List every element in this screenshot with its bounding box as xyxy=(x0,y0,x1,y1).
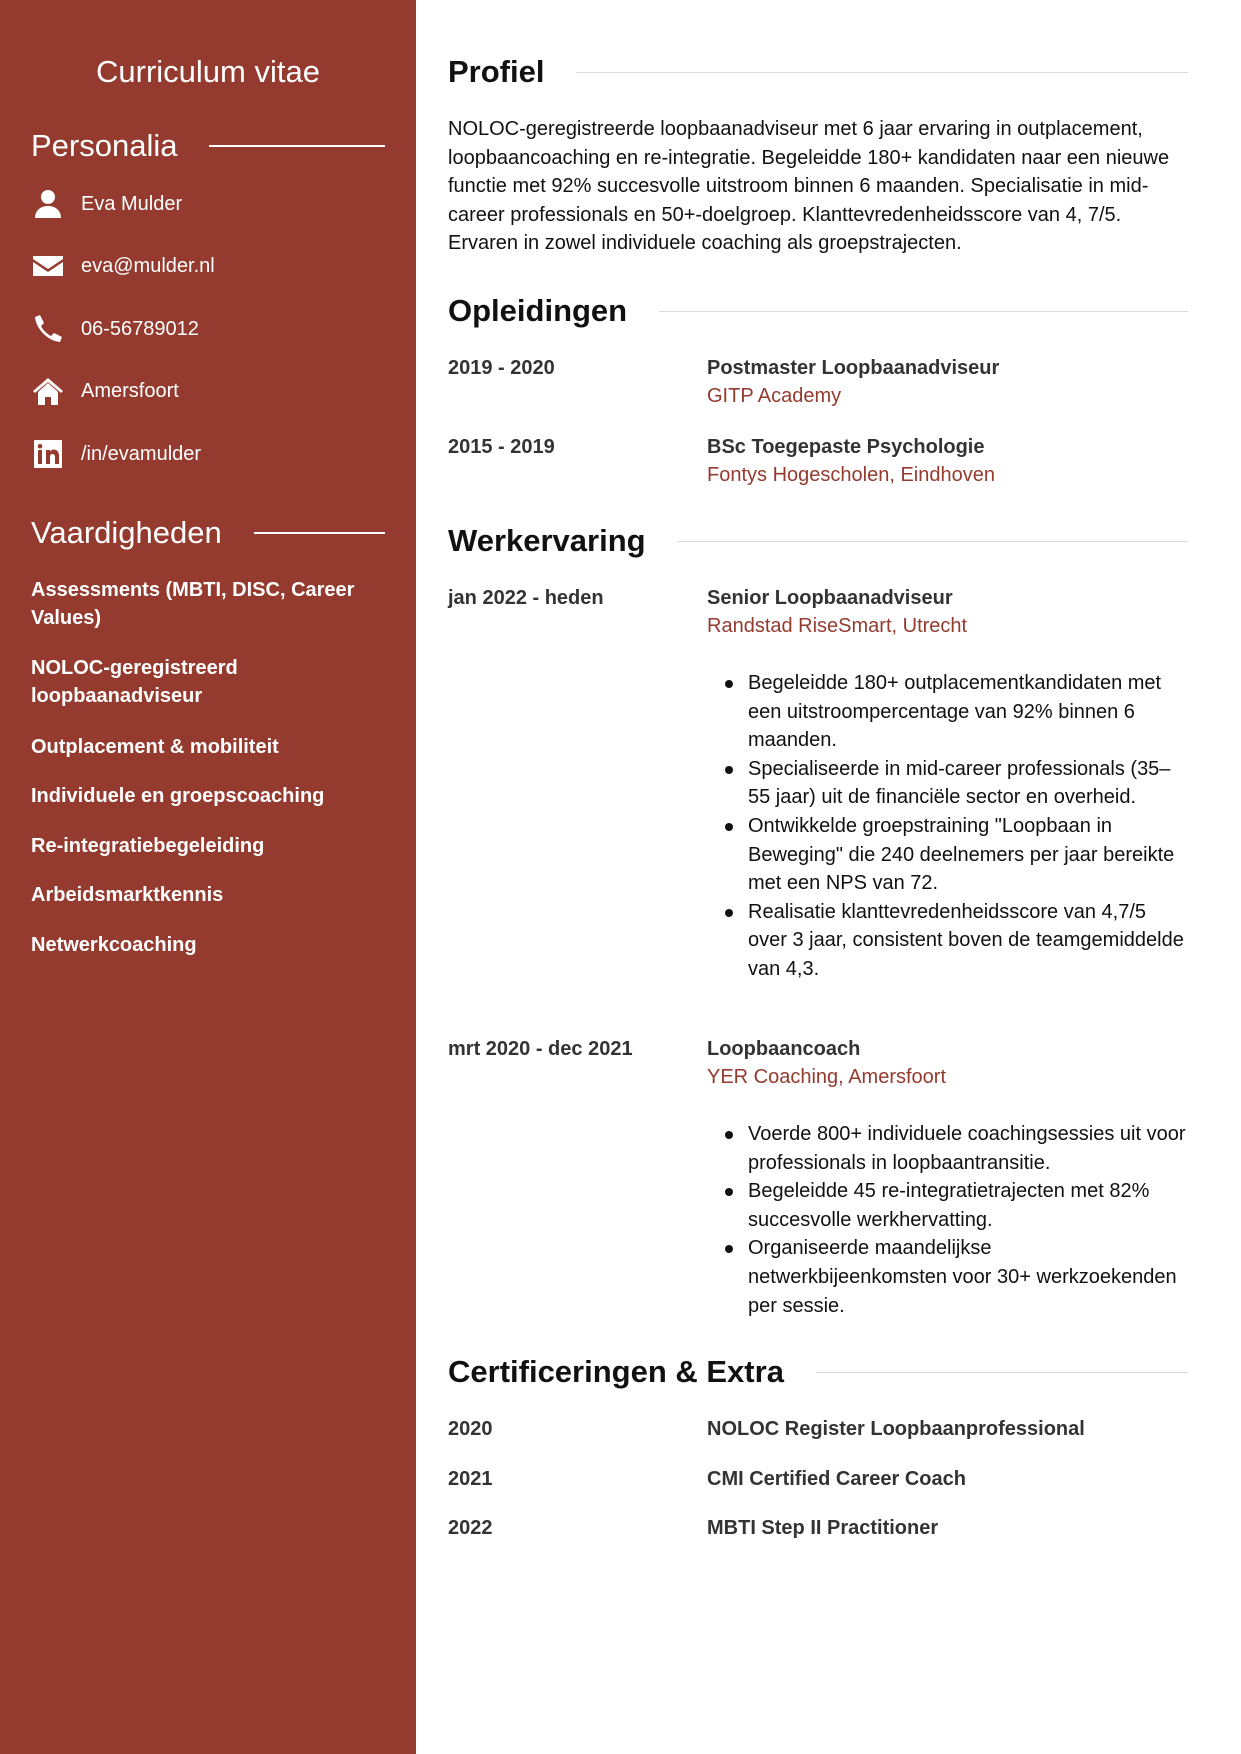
contact-location xyxy=(31,371,179,411)
bullet-item xyxy=(700,1177,1188,1234)
personalia-heading-label: Personalia xyxy=(31,128,178,163)
contact-name-text: Eva Mulder xyxy=(81,192,183,215)
linkedin-icon xyxy=(31,437,65,471)
bullet-item xyxy=(700,755,1188,812)
certification-title: MBTI Step II Practitioner xyxy=(707,1517,939,1539)
contact-linkedin[interactable] xyxy=(31,434,201,474)
home-icon xyxy=(31,374,65,408)
experience-period: mrt 2020 - dec 2021 xyxy=(448,1038,633,1060)
section-heading-certifications xyxy=(448,1354,1188,1390)
skill-item: NOLOC-geregistreerd loopbaanadviseur xyxy=(31,657,238,707)
heading-rule xyxy=(209,145,385,147)
experience-title: Loopbaancoach xyxy=(707,1038,861,1060)
bullet-item xyxy=(700,898,1188,984)
education-title: Postmaster Loopbaanadviseur xyxy=(707,357,1000,379)
bullet-text: Ontwikkelde groepstraining "Loopbaan in Beweging" die 240 deelnemers per jaar bereikte met een NPS van 72. xyxy=(748,814,1175,895)
bullet-text: Begeleidde 180+ outplacementkandidaten met een uitstroompercentage van 92% binnen 6 maanden. xyxy=(748,672,1162,752)
experience-period: jan 2022 - heden xyxy=(448,587,604,609)
section-heading-education xyxy=(448,293,1188,329)
certification-title: NOLOC Register Loopbaanprofessional xyxy=(707,1418,1085,1440)
contact-location-text: Amersfoort xyxy=(81,379,179,402)
skill-item: Re-integratiebegeleiding xyxy=(31,835,265,857)
education-title: BSc Toegepaste Psychologie xyxy=(707,436,985,458)
skill-item: Assessments (MBTI, DISC, Career Values) xyxy=(31,579,355,629)
section-rule xyxy=(659,311,1188,312)
section-heading-profile xyxy=(448,54,1188,90)
personalia-heading xyxy=(31,128,385,164)
bullet-item xyxy=(700,1234,1188,1320)
section-rule xyxy=(678,541,1188,542)
contact-phone-text[interactable]: 06-56789012 xyxy=(81,317,199,340)
contact-email-text[interactable]: eva@mulder.nl xyxy=(81,254,215,277)
certification-title: CMI Certified Career Coach xyxy=(707,1468,966,1490)
section-title: Opleidingen xyxy=(448,293,628,328)
section-title: Profiel xyxy=(448,54,545,89)
certification-year: 2021 xyxy=(448,1468,493,1490)
section-heading-experience xyxy=(448,523,1188,559)
education-period: 2015 - 2019 xyxy=(448,436,555,458)
section-title: Certificeringen & Extra xyxy=(448,1354,784,1389)
experience-title: Senior Loopbaanadviseur xyxy=(707,587,953,609)
user-icon xyxy=(31,187,65,221)
education-institution: GITP Academy xyxy=(707,385,842,407)
education-institution: Fontys Hogescholen, Eindhoven xyxy=(707,464,995,486)
experience-employer: YER Coaching, Amersfoort xyxy=(707,1066,946,1088)
bullet-item xyxy=(700,669,1188,755)
bullet-text: Begeleidde 45 re-integratietrajecten met 82% succesvolle werkhervatting. xyxy=(748,1180,1150,1231)
heading-rule xyxy=(254,532,385,534)
experience-employer: Randstad RiseSmart, Utrecht xyxy=(707,615,968,637)
skill-item: Arbeidsmarktkennis xyxy=(31,884,224,906)
bullet-text: Realisatie klanttevredenheidsscore van 4,7/5 over 3 jaar, consistent boven de teamgemiddelde van 4,3. xyxy=(748,900,1184,980)
bullet-text: Organiseerde maandelijkse netwerkbijeenkomsten voor 30+ werkzoekenden per sessie. xyxy=(748,1237,1177,1317)
profile-text: NOLOC-geregistreerde loopbaanadviseur met 6 jaar ervaring in outplacement, loopbaancoaching en re-integratie. Begeleidde 180+ kandidaten naar een nieuwe functie met 92% succesvolle uitstroom binnen 6 maanden. Specialisatie in mid-career professionals en 50+-doelgroep. Klanttevredenheidsscore van 4, 7/5. Ervaren in zowel individuele coaching als groepstrajecten. xyxy=(448,118,1170,254)
skill-item: Outplacement & mobiliteit xyxy=(31,736,279,758)
contact-phone[interactable] xyxy=(31,309,199,349)
certification-year: 2022 xyxy=(448,1517,493,1539)
bullet-item xyxy=(700,1120,1188,1177)
envelope-icon xyxy=(31,249,65,283)
bullet-text: Voerde 800+ individuele coachingsessies uit voor professionals in loopbaantransitie. xyxy=(748,1123,1186,1174)
contact-linkedin-text[interactable]: /in/evamulder xyxy=(81,442,202,465)
section-rule xyxy=(816,1372,1188,1373)
bullet-item xyxy=(700,812,1188,898)
skills-heading xyxy=(31,515,385,551)
skill-item: Netwerkcoaching xyxy=(31,934,197,956)
skill-item: Individuele en groepscoaching xyxy=(31,785,325,807)
section-title: Werkervaring xyxy=(448,523,646,558)
bullet-text: Specialiseerde in mid-career professionals (35–55 jaar) uit de financiële sector en overheid. xyxy=(748,757,1171,809)
phone-icon xyxy=(31,312,65,346)
certification-year: 2020 xyxy=(448,1418,493,1440)
experience-bullets xyxy=(700,1120,1188,1320)
sidebar xyxy=(0,0,416,1754)
document-title: Curriculum vitae xyxy=(96,54,320,89)
contact-name xyxy=(31,184,182,224)
education-period: 2019 - 2020 xyxy=(448,357,555,379)
experience-bullets xyxy=(700,669,1188,984)
skills-heading-label: Vaardigheden xyxy=(31,515,222,550)
section-rule xyxy=(576,72,1188,73)
contact-email[interactable] xyxy=(31,246,215,286)
